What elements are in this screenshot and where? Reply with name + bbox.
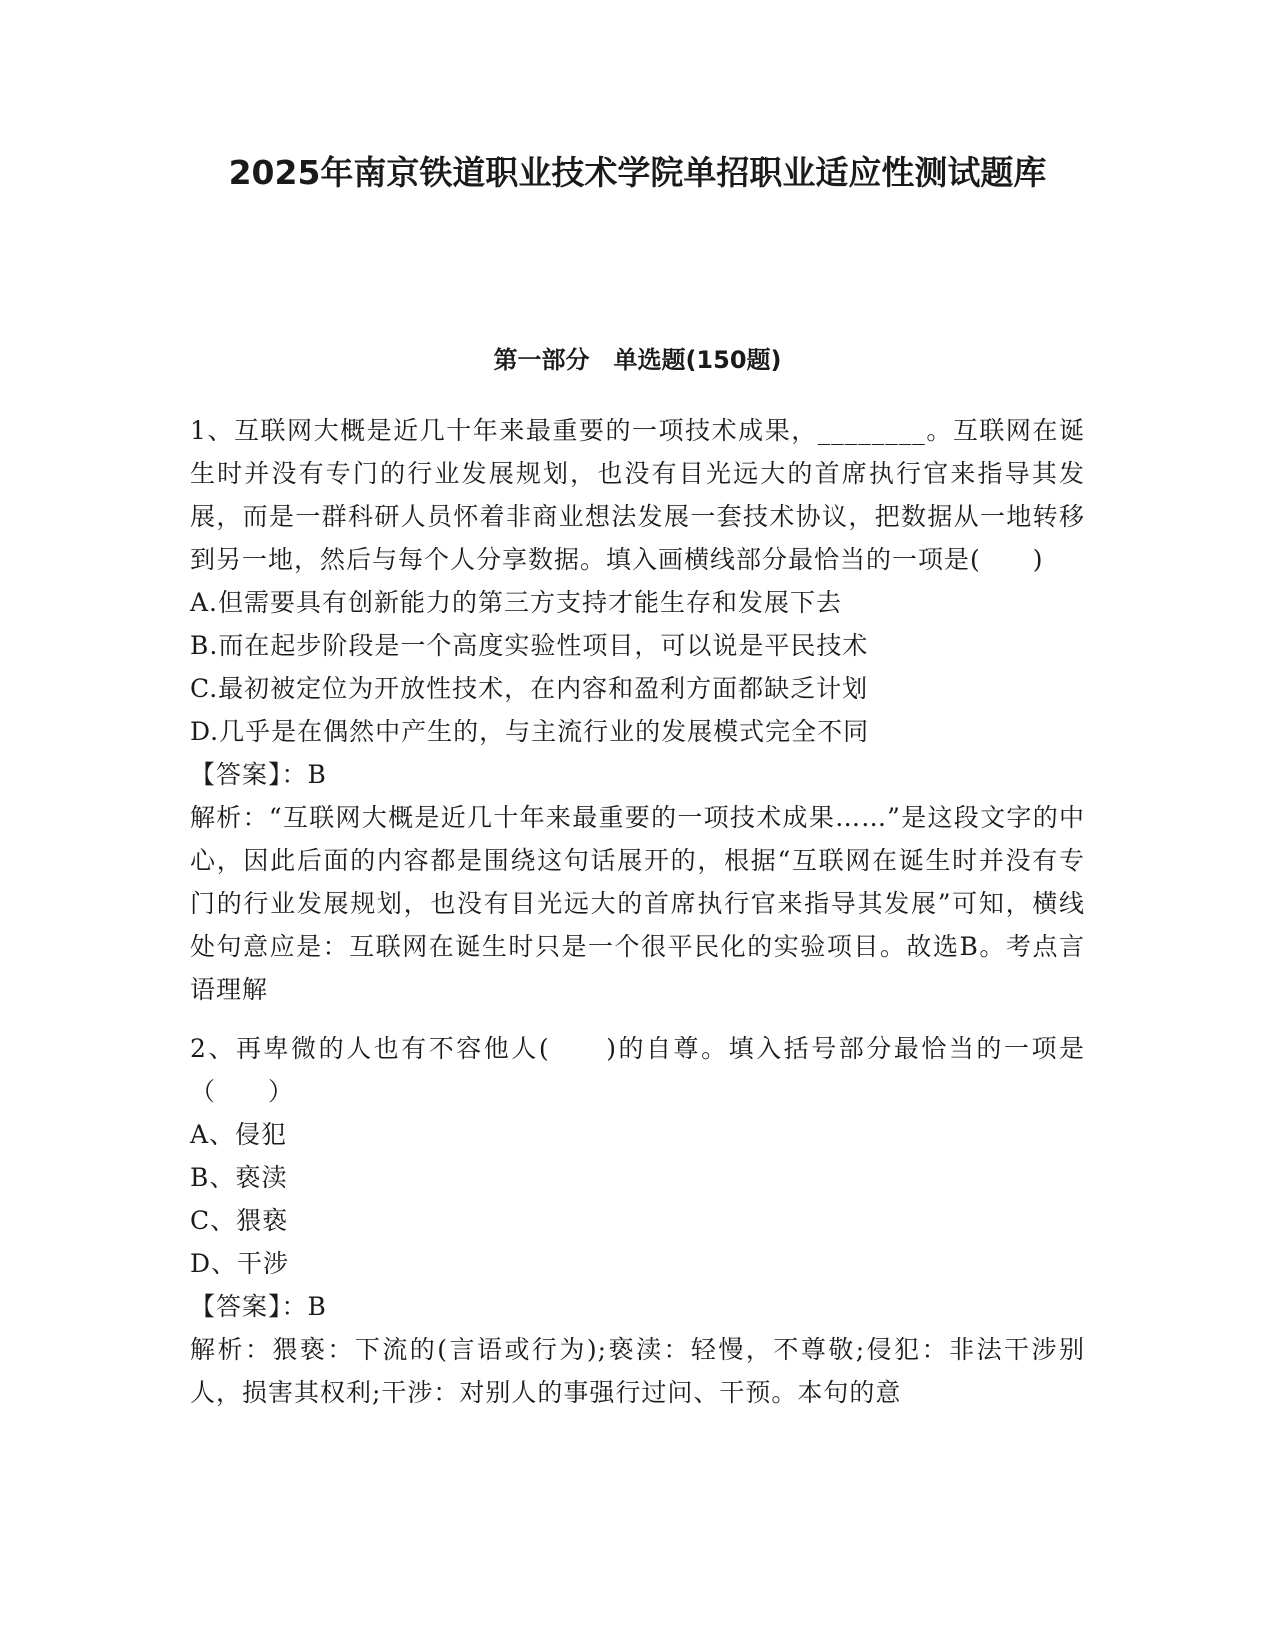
- answer-value: ：B: [281, 760, 327, 789]
- option-c: C.最初被定位为开放性技术，在内容和盈利方面都缺乏计划: [190, 674, 869, 703]
- document-title: 2025年南京铁道职业技术学院单招职业适应性测试题库: [228, 153, 1047, 192]
- question-1: [190, 409, 1085, 1011]
- analysis-text: 解析：猥亵：下流的(言语或行为);亵渎：轻慢，不尊敬;侵犯：非法干涉别人，损害其权利;干涉：对别人的事强行过问、干预。本句的意: [190, 1335, 1085, 1407]
- answer-label: 【答案】: [190, 1292, 282, 1321]
- answer-line: [190, 753, 1085, 796]
- question-stem: [190, 1027, 1085, 1113]
- option-d: D、干涉: [190, 1249, 290, 1278]
- option-b: B.而在起步阶段是一个高度实验性项目，可以说是平民技术: [190, 631, 869, 660]
- section-heading: 第一部分 单选题(150题): [493, 346, 782, 374]
- option-a: A、侵犯: [190, 1120, 288, 1149]
- option-b: B、亵渎: [190, 1163, 288, 1192]
- question-2: [190, 1027, 1085, 1414]
- question-text: 再卑微的人也有不容他人( )的自尊。填入括号部分最恰当的一项是（ ）: [190, 1034, 1086, 1106]
- answer-label: 【答案】: [190, 760, 282, 789]
- answer-line: [190, 1285, 1085, 1328]
- option-d: D.几乎是在偶然中产生的，与主流行业的发展模式完全不同: [190, 717, 870, 746]
- answer-value: ：B: [281, 1292, 327, 1321]
- question-number: 2、: [190, 1034, 236, 1063]
- question-list: [190, 409, 1085, 1430]
- option-a: A.但需要具有创新能力的第三方支持才能生存和发展下去: [190, 588, 843, 617]
- question-text: 互联网大概是近几十年来最重要的一项技术成果，________。互联网在诞生时并没有专门的行业发展规划，也没有目光远大的首席执行官来指导其发展，而是一群科研人员怀着非商业想法发展一套技术协议，把数据从一地转移到另一地，然后与每个人分享数据。填入画横线部分最恰当的一项是( ): [190, 416, 1085, 574]
- question-stem: [190, 409, 1085, 581]
- option-c: C、猥亵: [190, 1206, 289, 1235]
- question-number: 1、: [190, 416, 234, 445]
- analysis-text: 解析：“互联网大概是近几十年来最重要的一项技术成果……”是这段文字的中心，因此后面的内容都是围绕这句话展开的，根据“互联网在诞生时并没有专门的行业发展规划，也没有目光远大的首席执行官来指导其发展”可知，横线处句意应是：互联网在诞生时只是一个很平民化的实验项目。故选B。考点言语理解: [190, 803, 1085, 1004]
